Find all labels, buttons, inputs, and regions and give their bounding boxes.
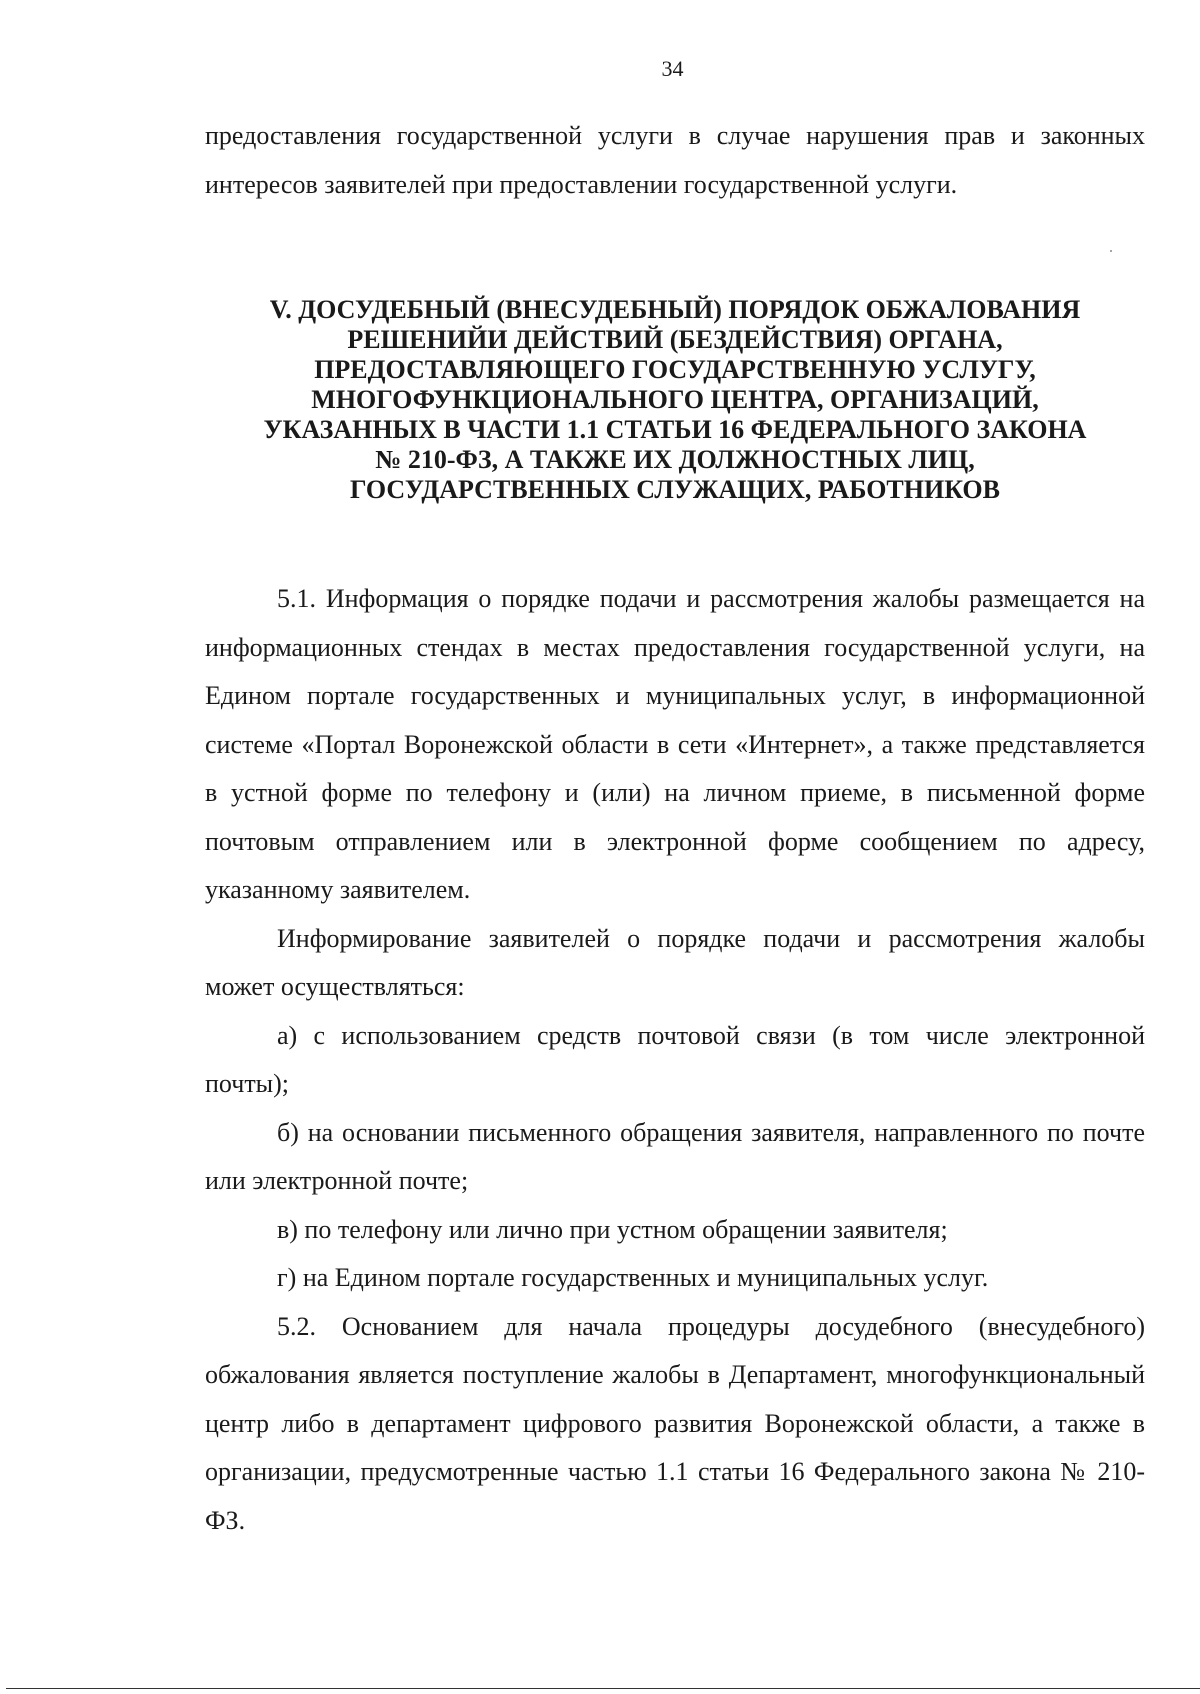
list-item-a: а) с использованием средств почтовой связи (в том числе электронной почты); — [205, 1020, 1145, 1098]
paragraph-5-1: 5.1. Информация о порядке подачи и рассмотрения жалобы размещается на информационных стендах в местах предоставления государственной услуги, на Едином портале государственных и муниципальных услуг, в информационной системе «Портал Воронежской области в сети «Интернет», а также представляется в устной форме по телефону и (или) на личном приеме, в письменной форме почтовым отправлением или в электронной форме сообщением по адресу, указанному заявителем. — [205, 584, 1145, 904]
heading-line: № 210-ФЗ, А ТАКЖЕ ИХ ДОЛЖНОСТНЫХ ЛИЦ, — [375, 445, 975, 474]
page-content — [205, 112, 1145, 1545]
section-heading — [205, 295, 1145, 505]
scan-speck — [1110, 250, 1112, 252]
heading-line: МНОГОФУНКЦИОНАЛЬНОГО ЦЕНТРА, ОРГАНИЗАЦИЙ, — [311, 385, 1039, 414]
heading-line: РЕШЕНИЙИ ДЕЙСТВИЙ (БЕЗДЕЙСТВИЯ) ОРГАНА, — [347, 325, 1003, 354]
list-item-v: в) по телефону или лично при устном обращении заявителя; — [277, 1214, 948, 1244]
intro-paragraph: предоставления государственной услуги в случае нарушения прав и законных интересов заявителей при предоставлении государственной услуги. — [205, 121, 1145, 199]
heading-line: УКАЗАННЫХ В ЧАСТИ 1.1 СТАТЬИ 16 ФЕДЕРАЛЬНОГО ЗАКОНА — [263, 415, 1087, 444]
heading-line: V. ДОСУДЕБНЫЙ (ВНЕСУДЕБНЫЙ) ПОРЯДОК ОБЖАЛОВАНИЯ — [269, 295, 1081, 324]
paragraph-informing: Информирование заявителей о порядке подачи и рассмотрения жалобы может осуществляться: — [205, 923, 1145, 1001]
page-number: 34 — [661, 56, 684, 81]
heading-line: ПРЕДОСТАВЛЯЮЩЕГО ГОСУДАРСТВЕННУЮ УСЛУГУ, — [314, 355, 1036, 384]
paragraph-5-2: 5.2. Основанием для начала процедуры досудебного (внесудебного) обжалования является поступление жалобы в Департамент, многофункциональный центр либо в департамент цифрового развития Воронежской области, а также в организации, предусмотренные частью 1.1 статьи 16 Федерального закона № 210-ФЗ. — [205, 1311, 1145, 1535]
list-item-g: г) на Едином портале государственных и муниципальных услуг. — [277, 1263, 989, 1292]
page-bottom-rule — [6, 1688, 1200, 1689]
heading-line: ГОСУДАРСТВЕННЫХ СЛУЖАЩИХ, РАБОТНИКОВ — [350, 475, 1000, 504]
list-item-b: б) на основании письменного обращения заявителя, направленного по почте или электронной почте; — [205, 1117, 1145, 1195]
